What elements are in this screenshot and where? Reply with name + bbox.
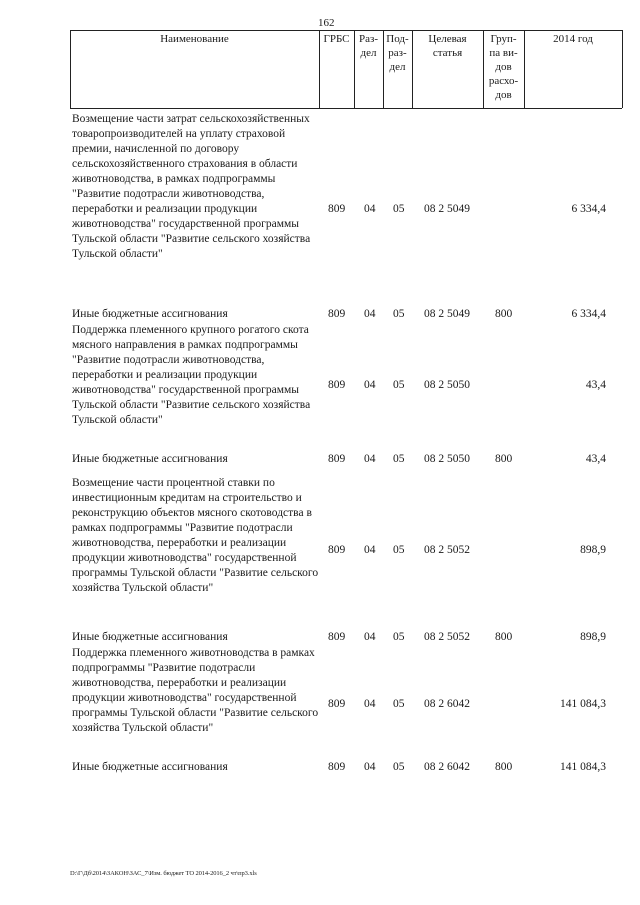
row-name: Иные бюджетные ассигнования xyxy=(72,631,228,643)
header-razdel: Раз- дел xyxy=(358,33,378,59)
header-gruppa: Груп- па ви- дов расхо- дов xyxy=(488,33,519,101)
page-number: 162 xyxy=(318,17,335,29)
row-razdel: 04 xyxy=(364,308,376,320)
row-celevaya: 08 2 5052 xyxy=(424,631,470,643)
row-grbs: 809 xyxy=(328,453,346,465)
row-gruppa: 800 xyxy=(495,453,513,465)
row-razdel: 04 xyxy=(364,544,376,556)
row-name: Иные бюджетные ассигнования xyxy=(72,761,228,773)
row-grbs: 809 xyxy=(328,379,346,391)
row-razdel: 04 xyxy=(364,203,376,215)
header-podrazdel: Под- раз- дел xyxy=(386,33,409,73)
row-sum: 141 084,3 xyxy=(560,698,606,710)
row-sum: 898,9 xyxy=(580,631,606,643)
row-sum: 6 334,4 xyxy=(571,308,606,320)
row-name: Поддержка племенного крупного рогатого скота мясного направления в рамках подпрограммы "Развитие подотрасли животноводства, переработки и реализации продукции животноводства" государственной программы Тульской области "Развитие сельского хозяйства Тульской области" xyxy=(72,324,311,426)
row-grbs: 809 xyxy=(328,761,346,773)
header-top-border xyxy=(70,30,622,31)
header-celevaya: Целевая статья xyxy=(428,33,467,59)
file-path-footer: D:\Г\Дб\2014\ЗАКОН\ЗАС_7\Изм. бюджет ТО 2014-2016_2 чт\пр3.xls xyxy=(70,870,257,877)
row-grbs: 809 xyxy=(328,631,346,643)
row-razdel: 04 xyxy=(364,631,376,643)
row-sum: 43,4 xyxy=(585,453,606,465)
row-sum: 43,4 xyxy=(585,379,606,391)
header-year: 2014 год xyxy=(553,33,593,45)
row-celevaya: 08 2 5050 xyxy=(424,453,470,465)
row-podrazdel: 05 xyxy=(393,631,405,643)
row-sum: 141 084,3 xyxy=(560,761,606,773)
row-podrazdel: 05 xyxy=(393,698,405,710)
row-razdel: 04 xyxy=(364,698,376,710)
row-name: Возмещение части процентной ставки по инвестиционным кредитам на строительство и реконструкцию объектов мясного скотоводства в рамках подпрограммы "Развитие подотрасли животноводства, переработки и реализации продукции животноводства" государственной программы Тульской области "Развитие сельского хозяйства Тульской области" xyxy=(72,477,319,594)
row-podrazdel: 05 xyxy=(393,544,405,556)
header-name: Наименование xyxy=(160,33,229,45)
row-podrazdel: 05 xyxy=(393,308,405,320)
row-gruppa: 800 xyxy=(495,761,513,773)
row-razdel: 04 xyxy=(364,453,376,465)
row-celevaya: 08 2 5050 xyxy=(424,379,470,391)
row-podrazdel: 05 xyxy=(393,379,405,391)
row-celevaya: 08 2 6042 xyxy=(424,698,470,710)
col-divider xyxy=(622,30,623,108)
header-bottom-border xyxy=(70,108,622,109)
row-sum: 898,9 xyxy=(580,544,606,556)
row-name: Иные бюджетные ассигнования xyxy=(72,308,228,320)
row-razdel: 04 xyxy=(364,761,376,773)
header-grbs: ГРБС xyxy=(323,33,350,45)
row-grbs: 809 xyxy=(328,544,346,556)
row-name: Возмещение части затрат сельскохозяйственных товаропроизводителей на уплату страховой премии, начисленной по договору сельскохозяйственного страхования в области животноводства, в рамках подпрограммы "Развитие подотрасли животноводства, переработки и реализации продукции животноводства" государственной программы Тульской области "Развитие сельского хозяйства Тульской области" xyxy=(72,113,311,260)
row-name: Иные бюджетные ассигнования xyxy=(72,453,228,465)
row-celevaya: 08 2 6042 xyxy=(424,761,470,773)
row-gruppa: 800 xyxy=(495,308,513,320)
row-grbs: 809 xyxy=(328,203,346,215)
row-celevaya: 08 2 5049 xyxy=(424,203,470,215)
row-podrazdel: 05 xyxy=(393,761,405,773)
row-podrazdel: 05 xyxy=(393,203,405,215)
row-sum: 6 334,4 xyxy=(571,203,606,215)
row-razdel: 04 xyxy=(364,379,376,391)
row-celevaya: 08 2 5049 xyxy=(424,308,470,320)
row-celevaya: 08 2 5052 xyxy=(424,544,470,556)
row-grbs: 809 xyxy=(328,698,346,710)
row-name: Поддержка племенного животноводства в рамках подпрограммы "Развитие подотрасли животноводства, переработки и реализации продукции животноводства" государственной программы Тульской области "Развитие сельского хозяйства Тульской области" xyxy=(72,647,319,734)
row-gruppa: 800 xyxy=(495,631,513,643)
row-podrazdel: 05 xyxy=(393,453,405,465)
row-grbs: 809 xyxy=(328,308,346,320)
